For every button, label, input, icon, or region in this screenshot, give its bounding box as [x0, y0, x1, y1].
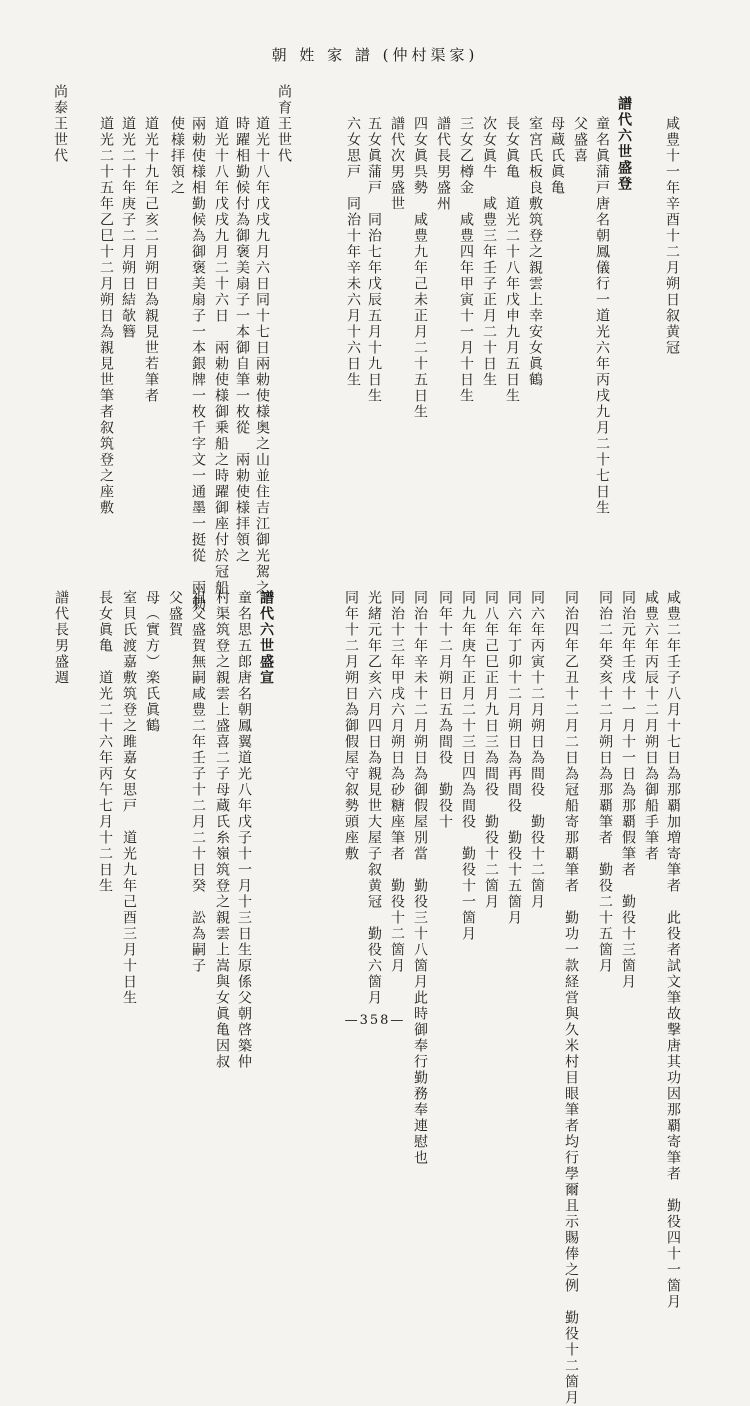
- upper-column: 道光十九年己亥二月朔日為親見世若筆者: [143, 116, 159, 404]
- lower-column: 童名思五郎唐名朝鳳翼道光八年戊子十一月十三日生原係父朝啓築仲: [236, 590, 252, 1070]
- lower-column: 同治元年壬戌十一月十一日為那覇假筆者 勤役十三箇月: [620, 590, 636, 990]
- upper-column: 次女眞牛 咸豊三年壬子正月二十日生: [481, 116, 497, 388]
- lower-column: 村渠筑登之親雲上盛喜二子母蔵氏糸嶺筑登之親雲上嵩與女眞亀因叔: [214, 590, 230, 1070]
- upper-column: 長女眞亀 道光二十八年戊申九月五日生: [504, 116, 520, 404]
- upper-column: 譜代六世盛登: [616, 96, 632, 192]
- upper-column: 道光二十年庚子二月朔日結欹簪: [120, 116, 136, 340]
- upper-column: 譜代長男盛州: [435, 116, 451, 212]
- lower-column: 咸豊六年丙辰十二月朔日為御船手筆者: [643, 590, 659, 862]
- upper-column: 室宮氏板良敷筑登之親雲上幸安女眞鶴: [527, 116, 543, 388]
- lower-column: 母（實方）楽氏眞鶴: [144, 590, 160, 734]
- lower-column: 父盛賀: [167, 590, 183, 638]
- upper-column: 使様拝領之: [169, 116, 185, 196]
- upper-column: 三女乙樽金 咸豊四年甲寅十一月十日生: [458, 116, 474, 404]
- upper-column: 咸豊十一年辛酉十二月朔日叙黄冠: [664, 116, 680, 356]
- upper-column: 道光十八年戊戌九月六日同十七日兩勅使様奥之山並住吉江御光駕之: [254, 116, 270, 596]
- lower-column: 光緒元年乙亥六月四日為親見世大屋子叙黄冠 勤役六箇月: [366, 590, 382, 1006]
- lower-column: 同治十三年甲戌六月朔日為砂糖座筆者 勤役十二箇月: [389, 590, 405, 974]
- upper-column: 譜代次男盛世: [389, 116, 405, 212]
- upper-column: 尚泰王世代: [52, 84, 68, 164]
- lower-column: 同九年庚午正月二十三日四為間役 勤役十一箇月: [460, 590, 476, 942]
- upper-column: 尚育王世代: [276, 84, 292, 164]
- lower-column: 室貝氏渡嘉敷筑登之雎嘉女思戸 道光九年己酉三月十日生: [121, 590, 137, 1006]
- lower-column: 譜代六世盛宣: [258, 590, 274, 686]
- upper-column: 童名眞蒲戸唐名朝鳳儀行一道光六年丙戌九月二十七日生: [594, 116, 610, 516]
- lower-column: 咸豊二年壬子八月十七日為那覇加増寄筆者 此役者試文筆故撃唐其功因那覇寄筆者 勤役四十一箇月: [665, 590, 681, 1310]
- lower-column: 同治二年癸亥十二月朔日為那覇筆者 勤役二十五箇月: [597, 590, 613, 974]
- lower-column: 同六年丙寅十二月朔日為間役 勤役十二箇月: [529, 590, 545, 910]
- upper-column: 六女思戸 同治十年辛未六月十六日生: [345, 116, 361, 388]
- upper-column: 道光二十五年乙巳十二月朔日為親見世筆者叙筑登之座敷: [98, 116, 114, 516]
- upper-column: 兩勅使様相勤候為御褒美扇子一本銀牌一枚千字文一通墨一挺從 兩勅: [190, 116, 206, 612]
- lower-column: 譜代長男盛週: [53, 590, 69, 686]
- lower-column: 祖父盛賀無嗣咸豊二年壬子十二月二十日癸 訟為嗣子: [190, 590, 206, 974]
- lower-column: 同六年丁卯十二月朔日為再間役 勤役十五箇月: [506, 590, 522, 926]
- page-number: —358—: [344, 1013, 406, 1028]
- lower-column: 同年十二月朔日五為間役 勤役十: [437, 590, 453, 830]
- upper-column: 時躍相勤候付為御褒美扇子一本御自筆一枚從 兩勅使様拝領之: [234, 116, 250, 564]
- upper-column: 父盛喜: [572, 116, 588, 164]
- lower-column: 同治四年乙丑十二月二日為冠船寄那覇筆者 勤功一款経営與久米村目眼筆者均行學爾且示賜俸之例 勤役十二箇月: [563, 590, 579, 1406]
- page-header: 朝 姓 家 譜 (仲村渠家): [271, 46, 479, 64]
- upper-column: 五女眞蒲戸 同治七年戊辰五月十九日生: [366, 116, 382, 404]
- upper-column: 母蔵氏眞亀: [549, 116, 565, 196]
- lower-column: 同八年己巳正月九日三為間役 勤役十二箇月: [483, 590, 499, 910]
- lower-column: 長女眞亀 道光二十六年丙午七月十二日生: [97, 590, 113, 894]
- lower-column: 同年十二月朔日為御假屋守叙勢頭座敷: [343, 590, 359, 862]
- upper-column: 道光十八年戊戌九月二十六日 兩勅使様御乗船之時躍御座付於冠船: [213, 116, 229, 596]
- lower-column: 同治十年辛未十二月朔日為御假屋別當 勤役三十八箇月此時御奉行勤務奉連慰也: [412, 590, 428, 1166]
- upper-column: 四女眞呉勢 咸豊九年己未正月二十五日生: [412, 116, 428, 420]
